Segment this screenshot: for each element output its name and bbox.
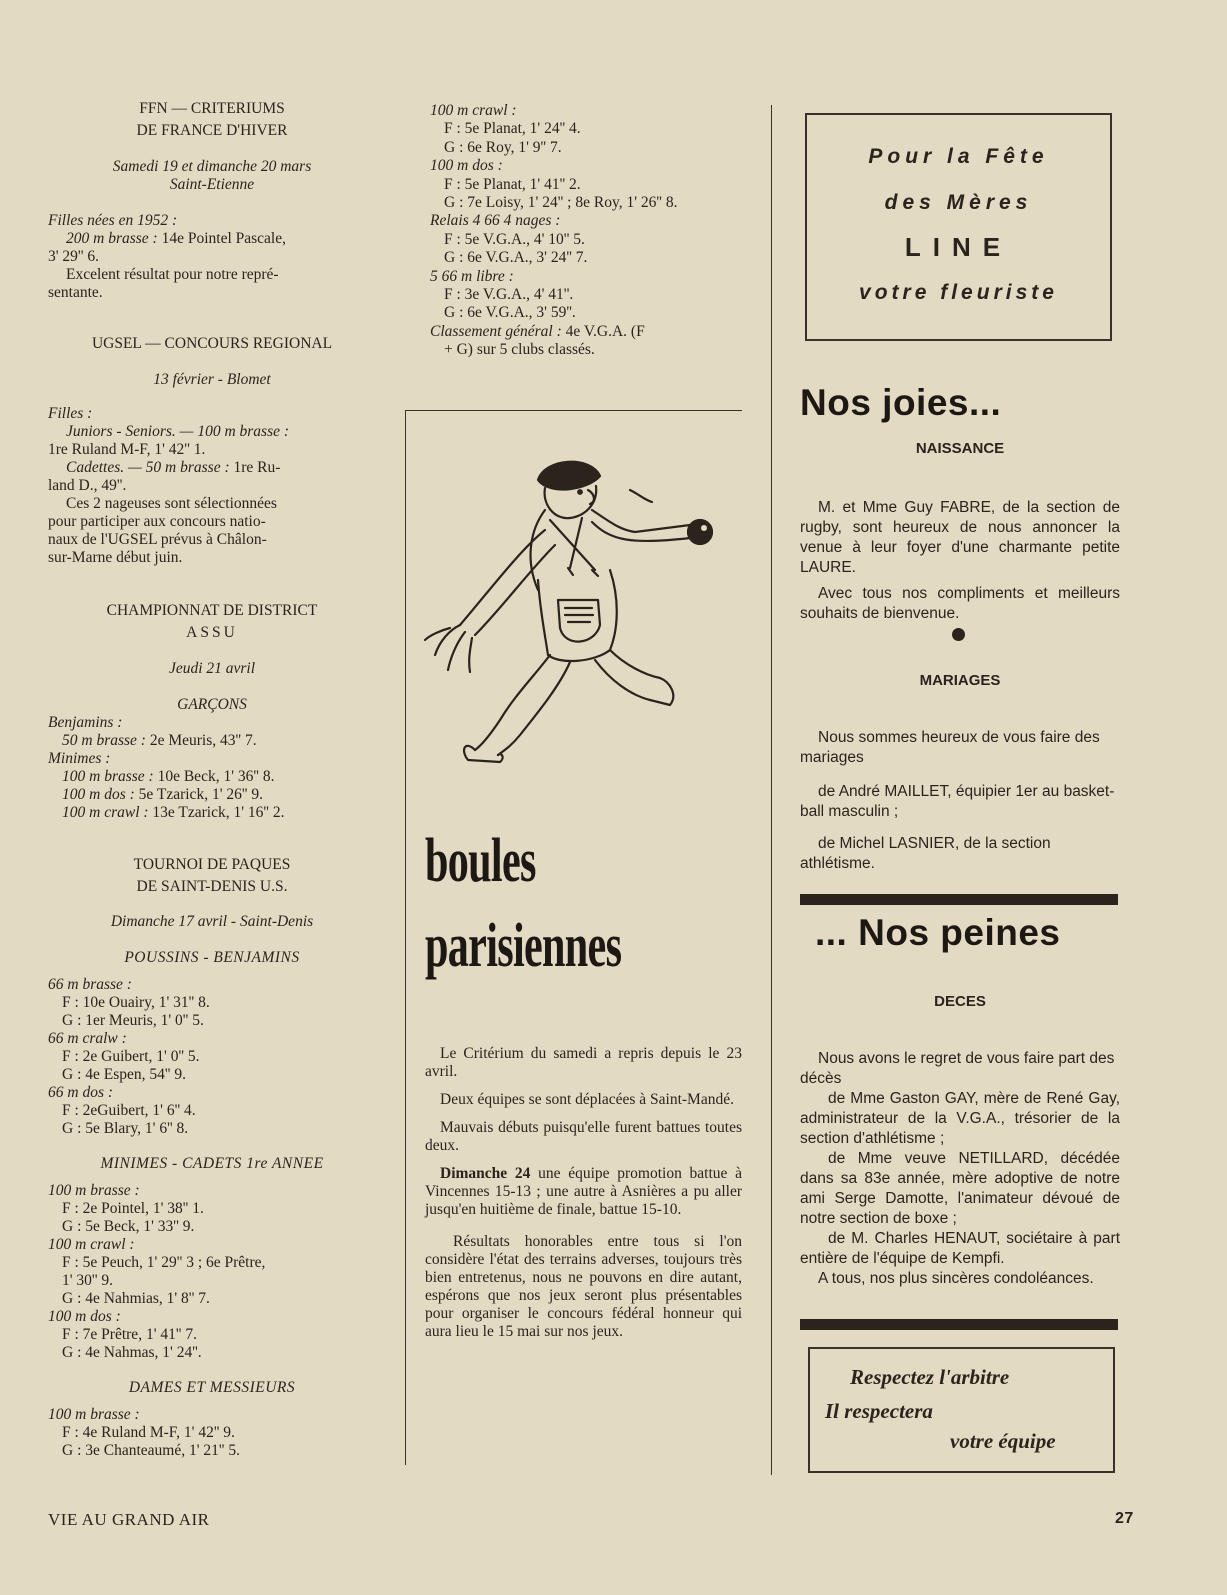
ad2-line-3: votre équipe: [950, 1429, 1056, 1453]
result-line: [62, 1254, 265, 1272]
result-line: [62, 1218, 194, 1236]
mariages-para-2: de André MAILLET, équipier 1er au basket-ball masculin ;: [800, 782, 1115, 820]
result-line: [444, 120, 581, 138]
boules-para-1: Le Critérium du samedi a repris depuis le 23 avril.: [425, 1045, 742, 1080]
result-line-text: 1' 30'' 9.: [62, 1272, 114, 1289]
deces-heading: DECES: [934, 993, 986, 1010]
result-line-label: 100 m crawl :: [430, 102, 517, 119]
assu-title-1: CHAMPIONNAT DE DISTRICT: [106, 602, 318, 619]
ugsel-line-3-rest: 1re Ru-: [229, 459, 281, 476]
result-line-text: F : 5e V.G.A., 4' 10'' 5.: [444, 230, 585, 248]
result-line: [430, 212, 560, 230]
result-line-text: G : 5e Beck, 1' 33'' 9.: [62, 1218, 195, 1235]
ugsel-line-8: sur-Marne début juin.: [48, 549, 183, 566]
mariages-para-1: Nous sommes heureux de vous faire des mariages: [800, 728, 1100, 766]
result-line: [48, 1406, 140, 1424]
ffn-title-2: DE FRANCE D'HIVER: [136, 122, 288, 139]
result-line-text: F : 2e Guibert, 1' 0'' 5.: [62, 1048, 200, 1065]
result-line-text: F : 2e Pointel, 1' 38'' 1.: [62, 1200, 204, 1217]
ad1-line-3: LINE: [904, 232, 1013, 262]
ffn-category: Filles nées en 1952 :: [48, 212, 178, 229]
result-line-text: G : 4e Nahmias, 1' 8'' 7.: [62, 1290, 210, 1307]
result-line-text: G : 4e Espen, 54'' 9.: [62, 1066, 186, 1083]
mariages-para-3: de Michel LASNIER, de la section athlétisme.: [800, 834, 1051, 872]
boules-title-1: boules: [425, 827, 536, 895]
column-divider: [771, 105, 772, 1475]
result-line: [48, 1308, 121, 1326]
result-line-label: 100 m brasse :: [62, 768, 154, 785]
boules-para-3: Mauvais débuts puisqu'elle furent battues toutes deux.: [425, 1119, 742, 1154]
result-line: [444, 176, 581, 194]
result-line-label: Minimes :: [48, 750, 111, 767]
result-line: [48, 714, 122, 732]
ugsel-line-4: land D., 49''.: [48, 477, 127, 494]
tournoi-title-1: TOURNOI DE PAQUES: [133, 856, 291, 873]
result-line-text: G : 6e V.G.A., 3' 59''.: [444, 304, 576, 322]
ffn-line-1-rest: 14e Pointel Pascale,: [157, 230, 286, 247]
ffn-line-1-label: 200 m brasse :: [66, 230, 158, 247]
ffn-date-1: Samedi 19 et dimanche 20 mars: [112, 158, 312, 175]
result-line-text: 13e Tzarick, 1' 16'' 2.: [148, 804, 285, 821]
boules-title-2: parisiennes: [425, 912, 622, 980]
result-line-text: F : 2eGuibert, 1' 6'' 4.: [62, 1102, 196, 1119]
result-line-text: G : 3e Chanteaumé, 1' 21'' 5.: [62, 1442, 240, 1459]
result-line: [444, 194, 677, 212]
result-line-text: G : 1er Meuris, 1' 0'' 5.: [62, 1012, 204, 1029]
result-line: [62, 768, 274, 786]
result-line: [62, 1048, 200, 1066]
ad1-line-1: Pour la Fête: [868, 145, 1049, 168]
ad2-line-1: Respectez l'arbitre: [850, 1365, 1010, 1389]
result-line-label: 100 m brasse :: [48, 1406, 140, 1423]
ffn-line-1: [66, 230, 286, 248]
result-line: [430, 323, 645, 341]
boules-left-rule: [405, 410, 406, 1465]
naissance-para-2: Avec tous nos compliments et meilleurs souhaits de bienvenue.: [800, 584, 1120, 622]
result-line-text: 10e Beck, 1' 36'' 8.: [153, 768, 275, 785]
result-line-label: 100 m brasse :: [48, 1182, 140, 1199]
ad1-line-4: votre fleuriste: [859, 281, 1058, 304]
ugsel-line-3: [66, 459, 280, 477]
ffn-date-2: Saint-Etienne: [169, 176, 255, 193]
result-line: [444, 231, 585, 249]
result-line-label: 100 m crawl :: [48, 1236, 135, 1253]
result-line: [430, 157, 503, 175]
result-line: [62, 1272, 113, 1290]
boules-player-illustration: [420, 450, 720, 780]
result-line: [62, 1066, 186, 1084]
result-line: [48, 1030, 127, 1048]
result-line: [62, 1442, 240, 1460]
ugsel-line-3-label: Cadettes. — 50 m brasse :: [66, 459, 230, 476]
result-line-text: F : 10e Ouairy, 1' 31'' 8.: [62, 994, 210, 1011]
result-line-label: 66 m dos :: [48, 1084, 114, 1101]
ugsel-category: Filles :: [48, 405, 93, 422]
result-line-label: 66 m cralw :: [48, 1030, 127, 1047]
ugsel-line-1: Juniors - Seniors. — 100 m brasse :: [66, 423, 290, 440]
result-line: [444, 249, 587, 267]
result-line-text: 5e Tzarick, 1' 26'' 9.: [134, 786, 263, 803]
result-line: [48, 1236, 135, 1254]
ffn-line-4: sentante.: [48, 284, 103, 301]
page-number: 27: [1115, 1510, 1134, 1527]
ugsel-line-5: Ces 2 nageuses sont sélectionnées: [66, 495, 277, 512]
result-line-label: Classement général :: [430, 322, 562, 340]
ugsel-date: 13 février - Blomet: [153, 371, 271, 388]
deces-para-3: de Mme veuve NETILLARD, décédée dans sa 83e année, mère adoptive de notre ami Serge Damotte, l'animateur dévoué de notre section de boxe ;: [800, 1149, 1120, 1227]
result-line: [62, 732, 257, 750]
result-line-text: G : 6e Roy, 1' 9'' 7.: [444, 138, 562, 156]
ad1-line-2: des Mères: [884, 191, 1033, 214]
ffn-line-3: Excelent résultat pour notre repré-: [66, 266, 279, 283]
result-line: [430, 102, 517, 120]
result-line: [62, 1344, 202, 1362]
result-line-label: 100 m crawl :: [62, 804, 149, 821]
nos-peines-title: ... Nos peines: [815, 912, 1061, 953]
result-line-text: F : 7e Prêtre, 1' 41'' 7.: [62, 1326, 197, 1343]
ad2-line-2: Il respectera: [825, 1399, 933, 1423]
boules-para-5: Résultats honorables entre tous si l'on considère l'état des terrains adverses, toujours très bien entretenus, nous ne pouvons en dire autant, espérons que nos jeux seront plus présentables pour organiser le concours fédéral honneur qui aura lieu le 15 mai sur nos jeux.: [425, 1233, 742, 1340]
result-line-text: 2e Meuris, 43'' 7.: [145, 732, 257, 749]
result-line: [62, 786, 263, 804]
tournoi-date: Dimanche 17 avril - Saint-Denis: [110, 913, 314, 930]
result-line-text: F : 5e Peuch, 1' 29'' 3 ; 6e Prêtre,: [62, 1254, 266, 1271]
tournoi-subtitle-2: MINIMES - CADETS 1re ANNEE: [100, 1155, 324, 1172]
deces-para-1: Nous avons le regret de vous faire part des décès: [800, 1049, 1115, 1087]
result-line: [444, 304, 576, 322]
tournoi-subtitle-3: DAMES ET MESSIEURS: [128, 1379, 296, 1396]
result-line: [62, 1102, 196, 1120]
footer-magazine-name: VIE AU GRAND AIR: [48, 1510, 210, 1529]
result-line-label: 66 m brasse :: [48, 976, 132, 993]
boules-para-4-text: une équipe promotion battue à Vincennes 15-13 ; une autre à Asnières a pu aller jusqu'en huitième de finale, battue 15-10.: [425, 1165, 743, 1218]
result-line: [62, 1012, 204, 1030]
result-line: [48, 1182, 140, 1200]
result-line-text: 4e V.G.A. (F: [561, 322, 645, 340]
ffn-line-2: 3' 29'' 6.: [48, 248, 100, 265]
boules-top-rule: [405, 410, 742, 411]
ffn-title-1: FFN — CRITERIUMS: [139, 100, 285, 117]
result-line-label: 5 66 m libre :: [430, 267, 514, 285]
result-line: [430, 268, 514, 286]
result-line: [48, 1084, 113, 1102]
result-line-label: Relais 4 66 4 nages :: [430, 212, 561, 230]
boules-para-2: Deux équipes se sont déplacées à Saint-Mandé.: [440, 1091, 734, 1108]
result-line-label: 100 m dos :: [48, 1308, 121, 1325]
result-line-label: Benjamins :: [48, 714, 123, 731]
result-line: [444, 139, 562, 157]
deces-para-4: de M. Charles HENAUT, sociétaire à part entière de l'équipe de Kempfi.: [800, 1229, 1120, 1267]
ugsel-title: UGSEL — CONCOURS REGIONAL: [91, 335, 333, 352]
ugsel-line-7: naux de l'UGSEL prévus à Châlon-: [48, 531, 267, 548]
result-line-text: F : 4e Ruland M-F, 1' 42'' 9.: [62, 1424, 235, 1441]
result-line: [48, 750, 110, 768]
boules-article: [425, 1045, 742, 1341]
tournoi-title-2: DE SAINT-DENIS U.S.: [136, 878, 288, 895]
result-line-text: G : 5e Blary, 1' 6'' 8.: [62, 1120, 189, 1137]
result-line: [62, 1424, 235, 1442]
result-line: [48, 976, 132, 994]
ad-fete-des-meres: [805, 113, 1112, 341]
result-line: [62, 1326, 197, 1344]
naissance-para-1: M. et Mme Guy FABRE, de la section de rugby, sont heureux de nous annoncer la venue à leur foyer d'une charmante petite LAURE.: [800, 498, 1120, 576]
result-line: [444, 286, 573, 304]
deces-para-5: A tous, nos plus sincères condoléances.: [818, 1269, 1094, 1287]
result-line-text: F : 5e Planat, 1' 41'' 2.: [444, 175, 581, 193]
result-line: [62, 1200, 204, 1218]
assu-title-2: ASSU: [186, 624, 238, 641]
result-line-text: G : 6e V.G.A., 3' 24'' 7.: [444, 249, 588, 267]
assu-date: Jeudi 21 avril: [168, 660, 256, 677]
result-line-text: + G) sur 5 clubs classés.: [444, 341, 595, 359]
boules-para-4: [425, 1165, 742, 1219]
nos-joies-title: Nos joies...: [800, 382, 1002, 423]
result-line: [62, 1120, 188, 1138]
bullet-dot: [952, 628, 965, 641]
result-line: [62, 994, 210, 1012]
ad-respectez-arbitre: [808, 1347, 1115, 1473]
result-line-text: F : 5e Planat, 1' 24'' 4.: [444, 120, 581, 138]
naissance-heading: NAISSANCE: [915, 440, 1005, 457]
deces-para-2: de Mme Gaston GAY, mère de René Gay, administrateur de la V.G.A., trésorier de la section d'athlétisme ;: [800, 1089, 1120, 1147]
result-line-text: G : 4e Nahmas, 1' 24''.: [62, 1344, 202, 1361]
mariages-heading: MARIAGES: [919, 672, 1001, 689]
result-line-label: 50 m brasse :: [62, 732, 146, 749]
ugsel-line-2: 1re Ruland M-F, 1' 42'' 1.: [48, 441, 206, 458]
result-line-text: F : 3e V.G.A., 4' 41''.: [444, 286, 574, 303]
result-line: [62, 804, 284, 822]
result-line: [62, 1290, 210, 1308]
result-line-label: 100 m dos :: [62, 786, 135, 803]
assu-subtitle: GARÇONS: [177, 696, 247, 713]
result-line-label: 100 m dos :: [430, 157, 503, 175]
boules-para-4-bold: Dimanche 24: [440, 1165, 531, 1182]
result-line-text: G : 7e Loisy, 1' 24'' ; 8e Roy, 1' 26'' 8.: [444, 194, 678, 211]
tournoi-subtitle-1: POUSSINS - BENJAMINS: [124, 949, 300, 966]
heavy-divider-1: [800, 894, 1118, 905]
result-line: [444, 341, 595, 359]
heavy-divider-2: [800, 1319, 1118, 1330]
ugsel-line-6: pour participer aux concours natio-: [48, 513, 266, 530]
